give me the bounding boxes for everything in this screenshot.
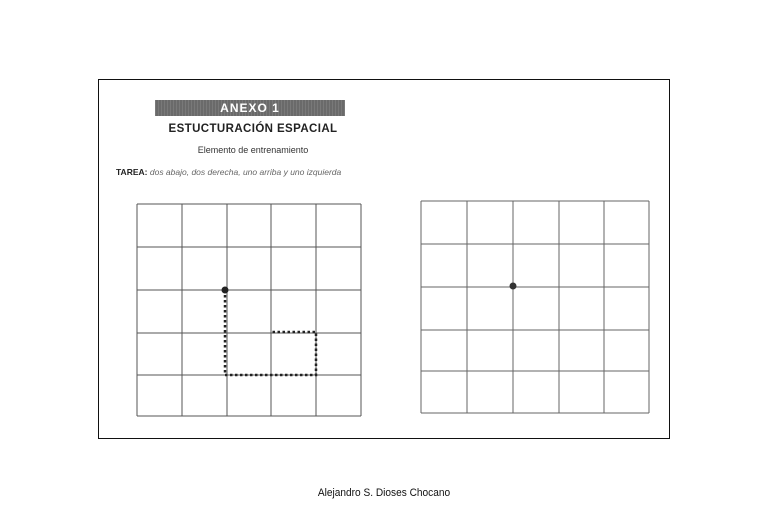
practice-grid bbox=[419, 199, 651, 415]
start-dot bbox=[222, 287, 229, 294]
task-label: TAREA: bbox=[116, 167, 148, 177]
task-text: dos abajo, dos derecha, uno arriba y uno izquierda bbox=[149, 167, 342, 177]
start-dot bbox=[510, 283, 517, 290]
author-credit: Alejandro S. Dioses Chocano bbox=[317, 487, 451, 499]
section-title: ESTUCTURACIÓN ESPACIAL bbox=[168, 123, 338, 135]
annex-banner: ANEXO 1 bbox=[155, 100, 345, 116]
example-grid bbox=[135, 202, 363, 418]
task-line bbox=[116, 167, 341, 177]
subtitle: Elemento de entrenamiento bbox=[197, 145, 309, 155]
